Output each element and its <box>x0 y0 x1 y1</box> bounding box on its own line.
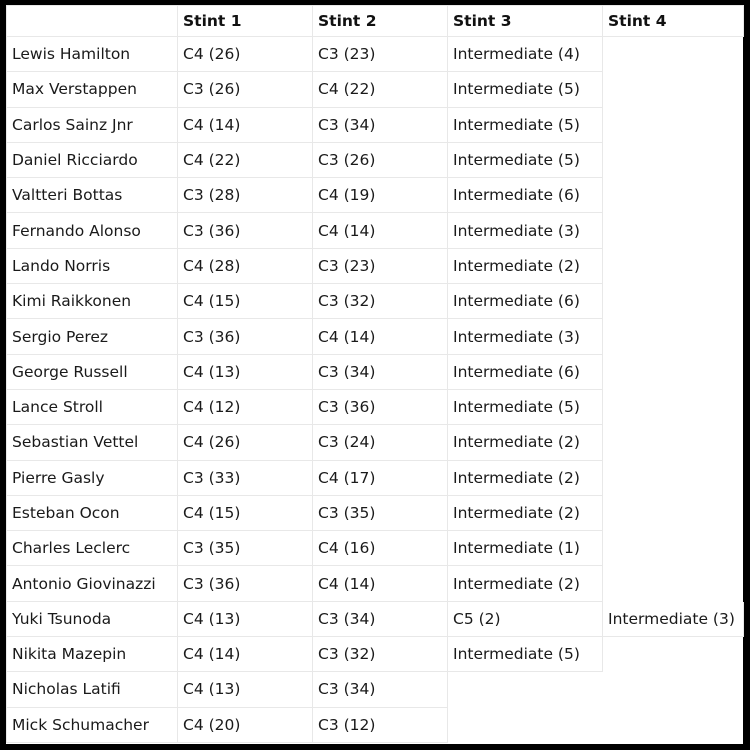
stint-cell: Intermediate (3) <box>603 601 744 636</box>
stint-cell <box>603 37 744 72</box>
stint-cell: C4 (12) <box>178 389 313 424</box>
stint-cell: C4 (15) <box>178 284 313 319</box>
stint-cell: C4 (14) <box>313 319 448 354</box>
stint-cell <box>603 248 744 283</box>
driver-name-cell: Lewis Hamilton <box>7 37 178 72</box>
stint-cell <box>603 531 744 566</box>
table-row <box>7 566 744 601</box>
table-row <box>7 389 744 424</box>
stint-cell: C3 (23) <box>313 37 448 72</box>
stint-cell: C3 (33) <box>178 460 313 495</box>
stint-cell <box>603 460 744 495</box>
table-row <box>7 248 744 283</box>
stint-cell: C3 (34) <box>313 107 448 142</box>
stint-cell <box>603 672 744 707</box>
stint-cell: Intermediate (2) <box>448 566 603 601</box>
table-row <box>7 107 744 142</box>
stint-cell: C4 (26) <box>178 425 313 460</box>
table-row <box>7 319 744 354</box>
stint-cell <box>603 142 744 177</box>
stint-cell <box>603 354 744 389</box>
stint-cell: Intermediate (3) <box>448 213 603 248</box>
stint-cell <box>603 319 744 354</box>
driver-name-cell: Pierre Gasly <box>7 460 178 495</box>
stint-cell: Intermediate (5) <box>448 107 603 142</box>
driver-name-cell: Nikita Mazepin <box>7 637 178 672</box>
stint-cell: C3 (32) <box>313 284 448 319</box>
stint-cell <box>448 707 603 742</box>
stint-cell: C4 (13) <box>178 601 313 636</box>
driver-name-cell: Max Verstappen <box>7 72 178 107</box>
stint-cell <box>603 389 744 424</box>
stint-cell: C4 (14) <box>178 107 313 142</box>
stint-cell: C4 (14) <box>313 566 448 601</box>
stint-cell: C5 (2) <box>448 601 603 636</box>
driver-name-cell: Lando Norris <box>7 248 178 283</box>
stint-cell: C3 (26) <box>178 72 313 107</box>
stint-cell: Intermediate (6) <box>448 178 603 213</box>
table-row <box>7 495 744 530</box>
stint-cell: C4 (20) <box>178 707 313 742</box>
header-row <box>7 6 744 37</box>
stint-cell: C3 (35) <box>178 531 313 566</box>
driver-name-cell: Yuki Tsunoda <box>7 601 178 636</box>
stint-cell <box>603 495 744 530</box>
stint-cell: C4 (14) <box>313 213 448 248</box>
stint-cell: Intermediate (5) <box>448 637 603 672</box>
stint-cell <box>603 425 744 460</box>
table-row <box>7 672 744 707</box>
driver-name-cell: Carlos Sainz Jnr <box>7 107 178 142</box>
stint-cell: C4 (26) <box>178 37 313 72</box>
stint-cell: C3 (28) <box>178 178 313 213</box>
stint-cell: C3 (34) <box>313 601 448 636</box>
stint-cell <box>603 637 744 672</box>
stint-cell: C3 (24) <box>313 425 448 460</box>
stint-cell: C3 (32) <box>313 637 448 672</box>
driver-name-cell: Antonio Giovinazzi <box>7 566 178 601</box>
stint-cell: C4 (17) <box>313 460 448 495</box>
stint-cell: C3 (36) <box>178 319 313 354</box>
stint-cell: Intermediate (2) <box>448 425 603 460</box>
stint-cell: C4 (13) <box>178 672 313 707</box>
table-row <box>7 213 744 248</box>
header-cell-stint-2: Stint 2 <box>313 6 448 37</box>
stint-cell: C3 (34) <box>313 354 448 389</box>
stint-cell: Intermediate (2) <box>448 460 603 495</box>
stint-cell: C4 (22) <box>178 142 313 177</box>
stint-cell: C3 (36) <box>178 566 313 601</box>
driver-name-cell: Kimi Raikkonen <box>7 284 178 319</box>
stint-cell: C4 (15) <box>178 495 313 530</box>
table-row <box>7 37 744 72</box>
table-row <box>7 425 744 460</box>
table-row <box>7 707 744 742</box>
header-corner-cell <box>7 6 178 37</box>
stint-cell <box>603 72 744 107</box>
stint-cell: C4 (16) <box>313 531 448 566</box>
table-row <box>7 354 744 389</box>
table-row <box>7 601 744 636</box>
driver-name-cell: Mick Schumacher <box>7 707 178 742</box>
stint-cell: C3 (36) <box>313 389 448 424</box>
driver-name-cell: Nicholas Latifi <box>7 672 178 707</box>
stint-cell <box>603 707 744 742</box>
stint-cell: C3 (26) <box>313 142 448 177</box>
table-body <box>7 37 744 743</box>
table-row <box>7 72 744 107</box>
stint-cell: C4 (19) <box>313 178 448 213</box>
stint-cell: C3 (36) <box>178 213 313 248</box>
stint-cell: C4 (13) <box>178 354 313 389</box>
stint-cell <box>603 107 744 142</box>
stint-cell <box>603 178 744 213</box>
stint-cell: C4 (14) <box>178 637 313 672</box>
table-row <box>7 178 744 213</box>
stint-cell: C3 (23) <box>313 248 448 283</box>
header-cell-stint-3: Stint 3 <box>448 6 603 37</box>
driver-name-cell: George Russell <box>7 354 178 389</box>
stint-cell: C3 (12) <box>313 707 448 742</box>
driver-name-cell: Daniel Ricciardo <box>7 142 178 177</box>
stint-cell: Intermediate (2) <box>448 495 603 530</box>
stint-cell: Intermediate (5) <box>448 142 603 177</box>
stint-cell: Intermediate (4) <box>448 37 603 72</box>
stint-cell: C4 (22) <box>313 72 448 107</box>
stint-cell: C3 (35) <box>313 495 448 530</box>
driver-name-cell: Lance Stroll <box>7 389 178 424</box>
table-row <box>7 142 744 177</box>
driver-name-cell: Valtteri Bottas <box>7 178 178 213</box>
header-cell-stint-1: Stint 1 <box>178 6 313 37</box>
table-row <box>7 284 744 319</box>
stint-cell: Intermediate (5) <box>448 389 603 424</box>
stint-cell: Intermediate (2) <box>448 248 603 283</box>
stint-cell: Intermediate (6) <box>448 284 603 319</box>
tyre-stints-table <box>6 5 744 743</box>
stint-cell: C4 (28) <box>178 248 313 283</box>
table-row <box>7 637 744 672</box>
driver-name-cell: Charles Leclerc <box>7 531 178 566</box>
driver-name-cell: Sebastian Vettel <box>7 425 178 460</box>
driver-name-cell: Esteban Ocon <box>7 495 178 530</box>
table-row <box>7 531 744 566</box>
stint-cell <box>603 566 744 601</box>
stint-cell: Intermediate (5) <box>448 72 603 107</box>
driver-name-cell: Fernando Alonso <box>7 213 178 248</box>
driver-name-cell: Sergio Perez <box>7 319 178 354</box>
stint-cell: Intermediate (6) <box>448 354 603 389</box>
stint-cell: Intermediate (1) <box>448 531 603 566</box>
table-frame <box>6 5 743 744</box>
stint-cell <box>603 213 744 248</box>
stint-cell <box>603 284 744 319</box>
stint-cell <box>448 672 603 707</box>
table-row <box>7 460 744 495</box>
stint-cell: C3 (34) <box>313 672 448 707</box>
stint-cell: Intermediate (3) <box>448 319 603 354</box>
header-cell-stint-4: Stint 4 <box>603 6 744 37</box>
